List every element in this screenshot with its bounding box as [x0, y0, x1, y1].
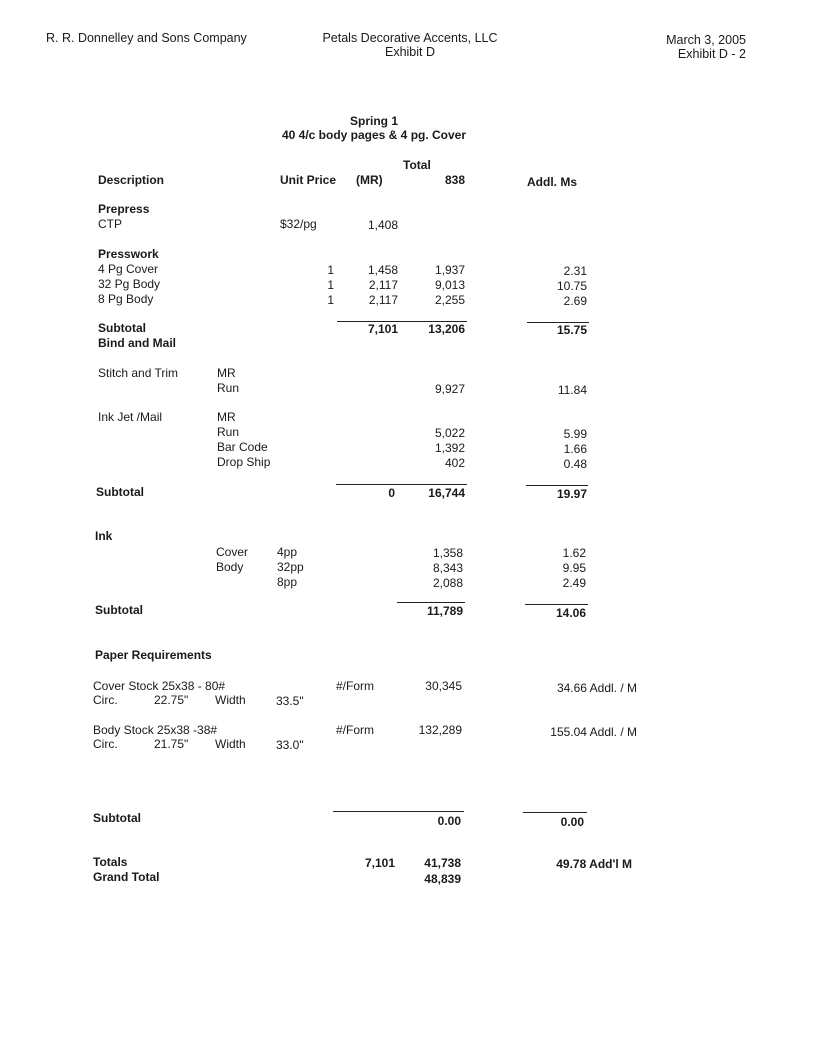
row-total: 2,255 — [434, 293, 465, 307]
row-total: 9,013 — [434, 278, 465, 292]
subtotal-label: Subtotal — [96, 485, 144, 499]
row-mr: 2,117 — [368, 293, 398, 307]
group-label: Ink Jet /Mail — [98, 410, 163, 424]
totals-mr: 7,101 — [364, 856, 395, 870]
circ-value: 21.75" — [154, 737, 189, 751]
row-label: MR — [217, 410, 236, 424]
subtotal-label: Subtotal — [95, 603, 143, 617]
document-date: March 3, 2005 — [666, 33, 746, 47]
paper-addl: 34.66 Addl. / M — [556, 681, 637, 695]
row-label: 8 Pg Body — [98, 292, 154, 306]
subtotal-total: 0.00 — [437, 814, 461, 828]
row-pages: 8pp — [277, 575, 298, 589]
row-label: CTP — [98, 217, 122, 231]
grand-total-label: Grand Total — [93, 870, 160, 884]
row-total: 1,937 — [434, 263, 465, 277]
width-label: Width — [215, 737, 246, 751]
circ-label: Circ. — [93, 693, 118, 707]
row-addl: 11.84 — [557, 383, 587, 397]
row-addl: 2.69 — [563, 294, 587, 308]
row-label: Run — [217, 425, 240, 439]
row-total: 9,927 — [434, 382, 465, 396]
totals-addl: 49.78 Add'l M — [556, 857, 632, 871]
subtotal-addl: 15.75 — [556, 323, 587, 337]
row-total: 1,358 — [432, 546, 463, 560]
subtotal-total: 11,789 — [426, 604, 463, 618]
row-label: MR — [217, 366, 236, 380]
row-mr: 2,117 — [368, 278, 398, 292]
subtotal-rule — [333, 811, 464, 812]
row-addl: 0.48 — [563, 457, 587, 471]
row-total: 5,022 — [434, 426, 465, 440]
row-addl: 1.62 — [562, 546, 586, 560]
row-label: Cover — [216, 545, 249, 559]
width-value: 33.5" — [276, 694, 304, 708]
paper-stock: Cover Stock 25x38 - 80# — [93, 679, 226, 693]
row-label: Bar Code — [217, 440, 268, 454]
subtotal-addl: 14.06 — [555, 606, 586, 620]
row-addl: 1.66 — [563, 442, 587, 456]
subtotal-addl: 0.00 — [560, 815, 584, 829]
row-addl: 9.95 — [562, 561, 586, 575]
row-pages: 4pp — [277, 545, 298, 559]
row-total: 402 — [444, 456, 465, 470]
row-label: Body — [216, 560, 244, 574]
row-addl: 2.49 — [562, 576, 586, 590]
client-name: Petals Decorative Accents, LLC — [322, 31, 498, 45]
row-label: Drop Ship — [217, 455, 271, 469]
totals-total: 41,738 — [424, 856, 461, 870]
row-label: 4 Pg Cover — [98, 262, 159, 276]
page-number: Exhibit D - 2 — [677, 47, 746, 61]
width-label: Width — [215, 693, 246, 707]
row-total: 1,392 — [434, 441, 465, 455]
row-addl: 2.31 — [563, 264, 587, 278]
section-ink: Ink — [95, 529, 113, 543]
row-total: 2,088 — [432, 576, 463, 590]
section-prepress: Prepress — [98, 202, 150, 216]
exhibit-label: Exhibit D — [384, 45, 436, 59]
col-total-qty: 838 — [444, 173, 465, 187]
width-value: 33.0" — [276, 738, 304, 752]
subtotal-rule — [523, 812, 587, 813]
section-paper: Paper Requirements — [95, 648, 212, 662]
subtotal-mr: 0 — [388, 486, 395, 500]
grand-total-value: 48,839 — [424, 872, 461, 886]
subtotal-rule — [526, 485, 588, 486]
row-qty: 1 — [327, 263, 334, 277]
subtotal-total: 16,744 — [428, 486, 465, 500]
subtotal-rule — [397, 602, 465, 603]
subtotal-addl: 19.97 — [556, 487, 587, 501]
paper-form: #/Form — [336, 723, 375, 737]
row-pages: 32pp — [277, 560, 304, 574]
paper-addl: 155.04 Addl. / M — [550, 725, 637, 739]
row-mr: 1,408 — [367, 218, 398, 232]
subtotal-label: Subtotal — [93, 811, 141, 825]
subtotal-mr: 7,101 — [367, 322, 398, 336]
doc-subtitle: 40 4/c body pages & 4 pg. Cover — [281, 128, 467, 142]
row-label: 32 Pg Body — [98, 277, 161, 291]
totals-label: Totals — [93, 855, 128, 869]
col-total: Total — [403, 158, 431, 172]
paper-total: 30,345 — [425, 679, 462, 693]
col-description: Description — [98, 173, 165, 187]
section-bind-mail: Bind and Mail — [98, 336, 176, 350]
row-mr: 1,458 — [367, 263, 398, 277]
subtotal-rule — [336, 484, 467, 485]
row-total: 8,343 — [432, 561, 463, 575]
col-unit-price: Unit Price — [280, 173, 337, 187]
row-addl: 5.99 — [563, 427, 587, 441]
section-presswork: Presswork — [98, 247, 159, 261]
doc-title: Spring 1 — [349, 114, 398, 128]
row-label: Run — [217, 381, 240, 395]
row-qty: 1 — [327, 278, 334, 292]
circ-value: 22.75" — [154, 693, 189, 707]
subtotal-label: Subtotal — [98, 321, 146, 335]
group-label: Stitch and Trim — [98, 366, 179, 380]
paper-total: 132,289 — [418, 723, 462, 737]
col-addl: Addl. Ms — [527, 175, 577, 189]
col-mr: (MR) — [356, 173, 383, 187]
subtotal-total: 13,206 — [428, 322, 465, 336]
paper-stock: Body Stock 25x38 -38# — [93, 723, 218, 737]
row-addl: 10.75 — [556, 279, 587, 293]
row-unit-price: $32/pg — [280, 217, 317, 231]
paper-form: #/Form — [336, 679, 375, 693]
row-qty: 1 — [327, 293, 334, 307]
circ-label: Circ. — [93, 737, 118, 751]
subtotal-rule — [525, 604, 588, 605]
company-name: R. R. Donnelley and Sons Company — [46, 31, 247, 45]
